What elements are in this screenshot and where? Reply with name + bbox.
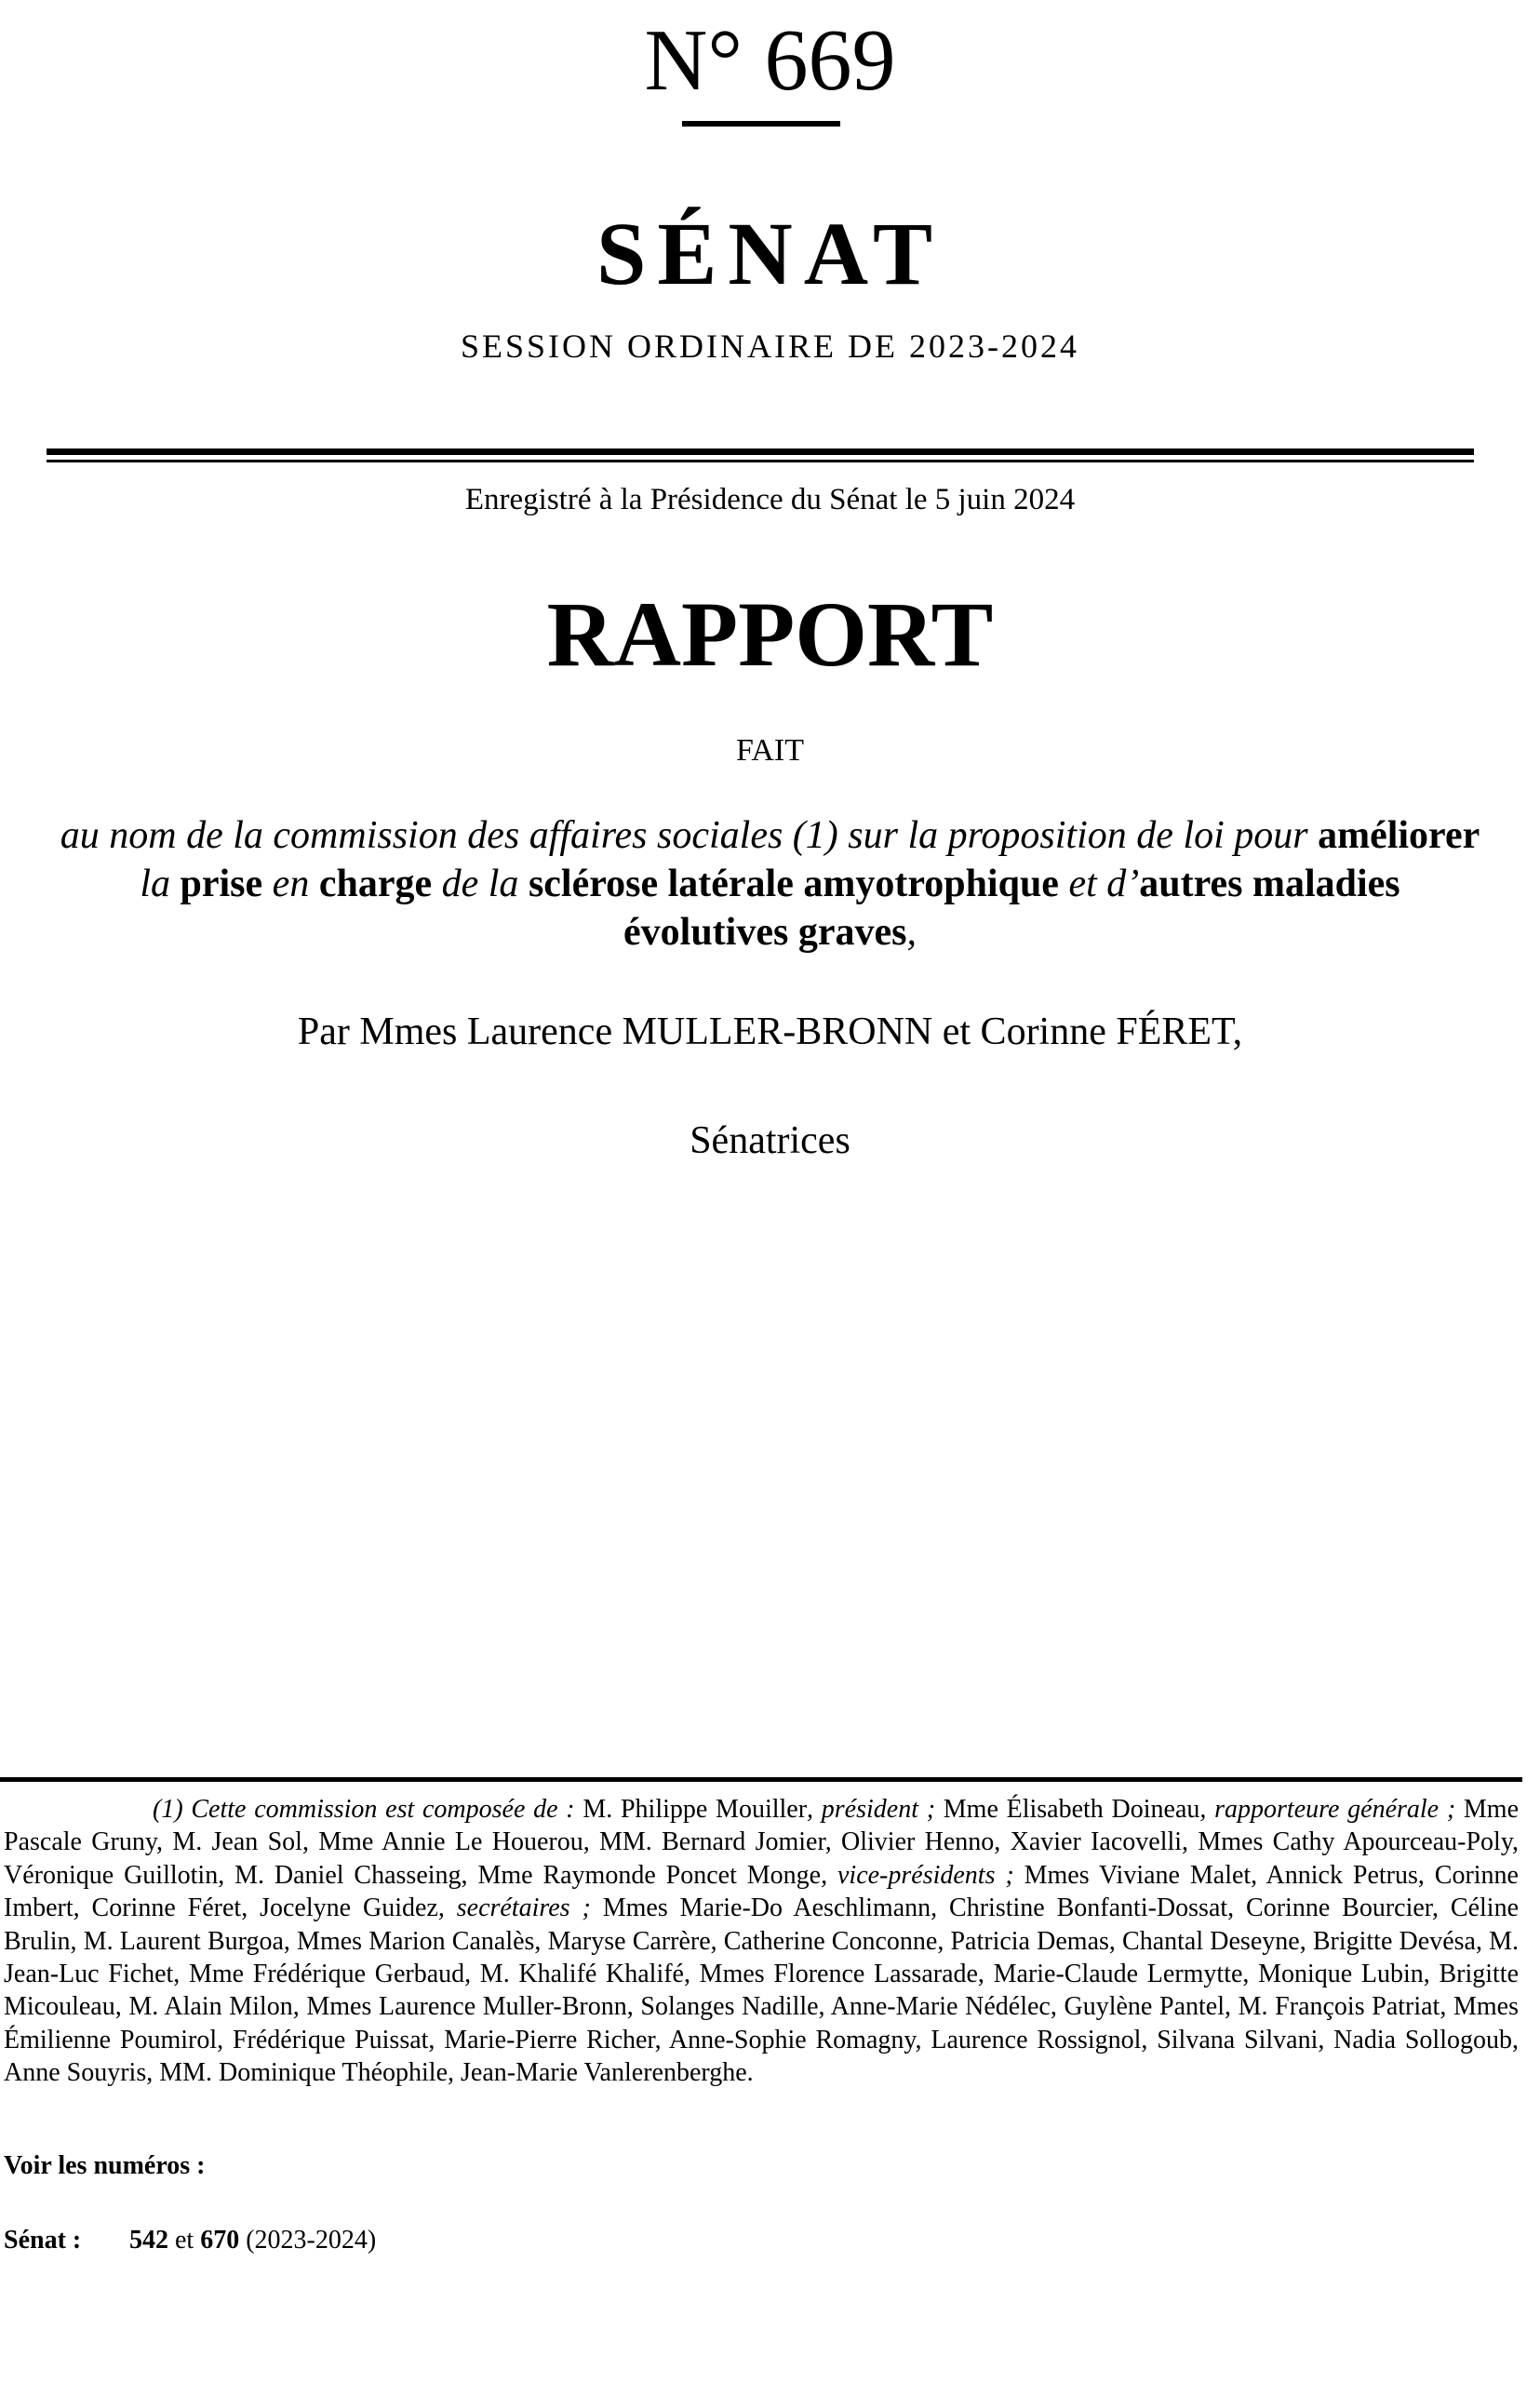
commission-footnote bbox=[4, 1793, 1519, 2090]
subject-segment: et d’ bbox=[1058, 863, 1140, 905]
references-heading: Voir les numéros : bbox=[4, 2151, 206, 2180]
registration-line: Enregistré à la Présidence du Sénat le 5 juin 2024 bbox=[464, 483, 1076, 516]
header-rule-thin bbox=[47, 460, 1474, 462]
subject-segment: de la bbox=[432, 863, 529, 905]
subject-segment: prise bbox=[180, 863, 263, 905]
footnote-segment: M. Philippe Mouiller bbox=[583, 1795, 808, 1824]
subject-segment: sclérose latérale amyotrophique bbox=[528, 863, 1059, 905]
number-underline bbox=[682, 121, 840, 127]
reference-years: (2023-2024) bbox=[239, 2226, 377, 2255]
footnote-segment: Mme Élisabeth Doineau bbox=[943, 1795, 1200, 1824]
footnote-segment: , secrétaires ; bbox=[437, 1894, 603, 1923]
subject-segment: , bbox=[906, 911, 917, 954]
report-authors-role: Sénatrices bbox=[690, 1119, 850, 1162]
footnote-segment: , président ; bbox=[807, 1795, 944, 1824]
subject-segment: la bbox=[140, 863, 181, 905]
reference-number: 542 bbox=[129, 2226, 168, 2255]
footnote-segment: , vice-présidents ; bbox=[821, 1860, 1024, 1890]
footnote-rule bbox=[0, 1777, 1522, 1782]
footnote-segment: (1) Cette commission est composée de : bbox=[153, 1795, 583, 1824]
reference-number: 670 bbox=[200, 2226, 240, 2255]
senate-references bbox=[4, 2224, 376, 2257]
references-label: Sénat : bbox=[4, 2226, 82, 2255]
report-subject bbox=[56, 811, 1484, 957]
report-title: RAPPORT bbox=[546, 582, 994, 686]
document-number: N° 669 bbox=[644, 12, 896, 109]
session-line: SESSION ORDINAIRE DE 2023-2024 bbox=[461, 328, 1079, 365]
report-made: FAIT bbox=[735, 733, 805, 768]
footnote-segment: Mme Pascale Gruny, M. Jean Sol, Mme Annie Le Houerou, MM. Bernard Jomier, Olivier Henno, Xavier Iacovelli, Mmes Cathy Apourceau-Poly, Véronique Guillotin, M. Daniel Chasseing, Mme Raymonde Poncet Monge bbox=[4, 1795, 1519, 1890]
subject-segment: en bbox=[262, 863, 319, 905]
report-authors: Par Mmes Laurence MULLER-BRONN et Corinne FÉRET, bbox=[297, 1010, 1243, 1053]
header-rule-thick bbox=[47, 448, 1474, 455]
reference-conjunction: et bbox=[168, 2226, 201, 2255]
footnote-segment: Mmes Viviane Malet, Annick Petrus, Corinne Imbert, Corinne Féret, Jocelyne Guidez bbox=[4, 1860, 1519, 1923]
subject-segment: autres maladies évolutives graves bbox=[623, 863, 1400, 954]
chamber-title: SÉNAT bbox=[596, 204, 944, 303]
subject-segment: améliorer bbox=[1318, 814, 1480, 857]
footnote-segment: , rapporteure générale ; bbox=[1199, 1795, 1464, 1824]
subject-segment: charge bbox=[318, 863, 433, 905]
subject-segment: au nom de la commission des affaires sociales (1) sur la proposition de loi pour bbox=[60, 814, 1319, 857]
footnote-segment: Mmes Marie-Do Aeschlimann, Christine Bonfanti-Dossat, Corinne Bourcier, Céline Brulin, M. Laurent Burgoa, Mmes Marion Canalès, Maryse Carrère, Catherine Conconne, Patricia Demas, Chantal Deseyne, Brigitte Devésa, M. Jean-Luc Fichet, Mme Frédérique Gerbaud, M. Khalifé Khalifé, Mmes Florence Lassarade, Marie-Claude Lermytte, Monique Lubin, Brigitte Micouleau, M. Alain Milon, Mmes Laurence Muller-Bronn, Solanges Nadille, Anne-Marie Nédélec, Guylène Pantel, M. François Patriat, Mmes Émilienne Poumirol, Frédérique Puissat, Marie-Pierre Richer, Anne-Sophie Romagny, Laurence Rossignol, Silvana Silvani, Nadia Sollogoub, Anne Souyris, MM. Dominique Théophile, Jean-Marie Vanlerenberghe. bbox=[4, 1894, 1520, 2088]
